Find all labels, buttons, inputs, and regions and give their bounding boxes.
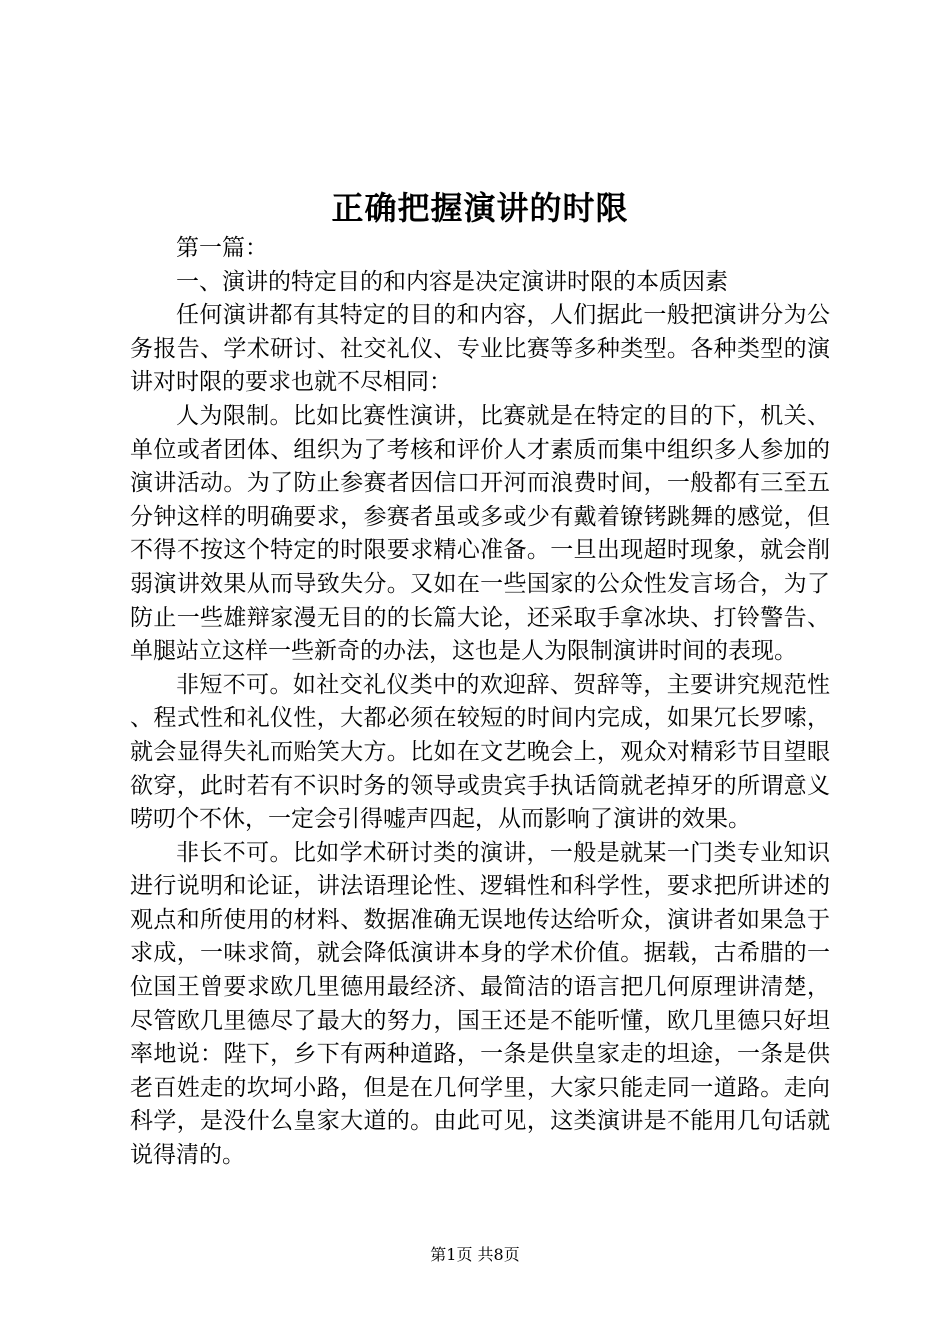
body-paragraph: 任何演讲都有其特定的目的和内容，人们据此一般把演讲分为公务报告、学术研讨、社交礼仪、专业比赛等多种类型。各种类型的演讲对时限的要求也就不尽相同： <box>130 302 830 396</box>
body-paragraph: 非长不可。比如学术研讨类的演讲，一般是就某一门类专业知识进行说明和论证，讲法语理论性、逻辑性和科学性，要求把所讲述的观点和所使用的材料、数据准确无误地传达给听众，演讲者如果急于求成，一味求简，就会降低演讲本身的学术价值。据载，古希腊的一位国王曾要求欧几里德用最经济、最简洁的语言把几何原理讲清楚，尽管欧几里德尽了最大的努力，国王还是不能听懂，欧几里德只好坦率地说：陛下，乡下有两种道路，一条是供皇家走的坦途，一条是供老百姓走的坎坷小路，但是在几何学里，大家只能走同一道路。走向科学，是没什么皇家大道的。由此可见，这类演讲是不能用几句话就说得清的。 <box>130 839 830 1169</box>
document-title: 正确把握演讲的时限 <box>331 189 629 227</box>
body-paragraph: 非短不可。如社交礼仪类中的欢迎辞、贺辞等，主要讲究规范性、程式性和礼仪性，大都必须在较短的时间内完成，如果冗长罗嗦，就会显得失礼而贻笑大方。比如在文艺晚会上，观众对精彩节目望眼欲穿，此时若有不识时务的领导或贵宾手执话筒就老掉牙的所谓意义唠叨个不休，一定会引得嘘声四起，从而影响了演讲的效果。 <box>130 671 830 833</box>
section-heading: 第一篇： <box>176 235 268 261</box>
subsection-heading: 一、演讲的特定目的和内容是决定演讲时限的本质因素 <box>176 268 728 295</box>
page-footer: 第1页 共8页 <box>430 1245 520 1264</box>
body-paragraph: 人为限制。比如比赛性演讲，比赛就是在特定的目的下，机关、单位或者团体、组织为了考核和评价人才素质而集中组织多人参加的演讲活动。为了防止参赛者因信口开河而浪费时间，一般都有三至五分钟这样的明确要求，参赛者虽或多或少有戴着镣铐跳舞的感觉，但不得不按这个特定的时限要求精心准备。一旦出现超时现象，就会削弱演讲效果从而导致失分。又如在一些国家的公众性发言场合，为了防止一些雄辩家漫无目的的长篇大论，还采取手拿冰块、打铃警告、单腿站立这样一些新奇的办法，这也是人为限制演讲时间的表现。 <box>130 402 830 665</box>
document-page <box>130 0 830 1344</box>
document-body <box>130 232 830 1173</box>
